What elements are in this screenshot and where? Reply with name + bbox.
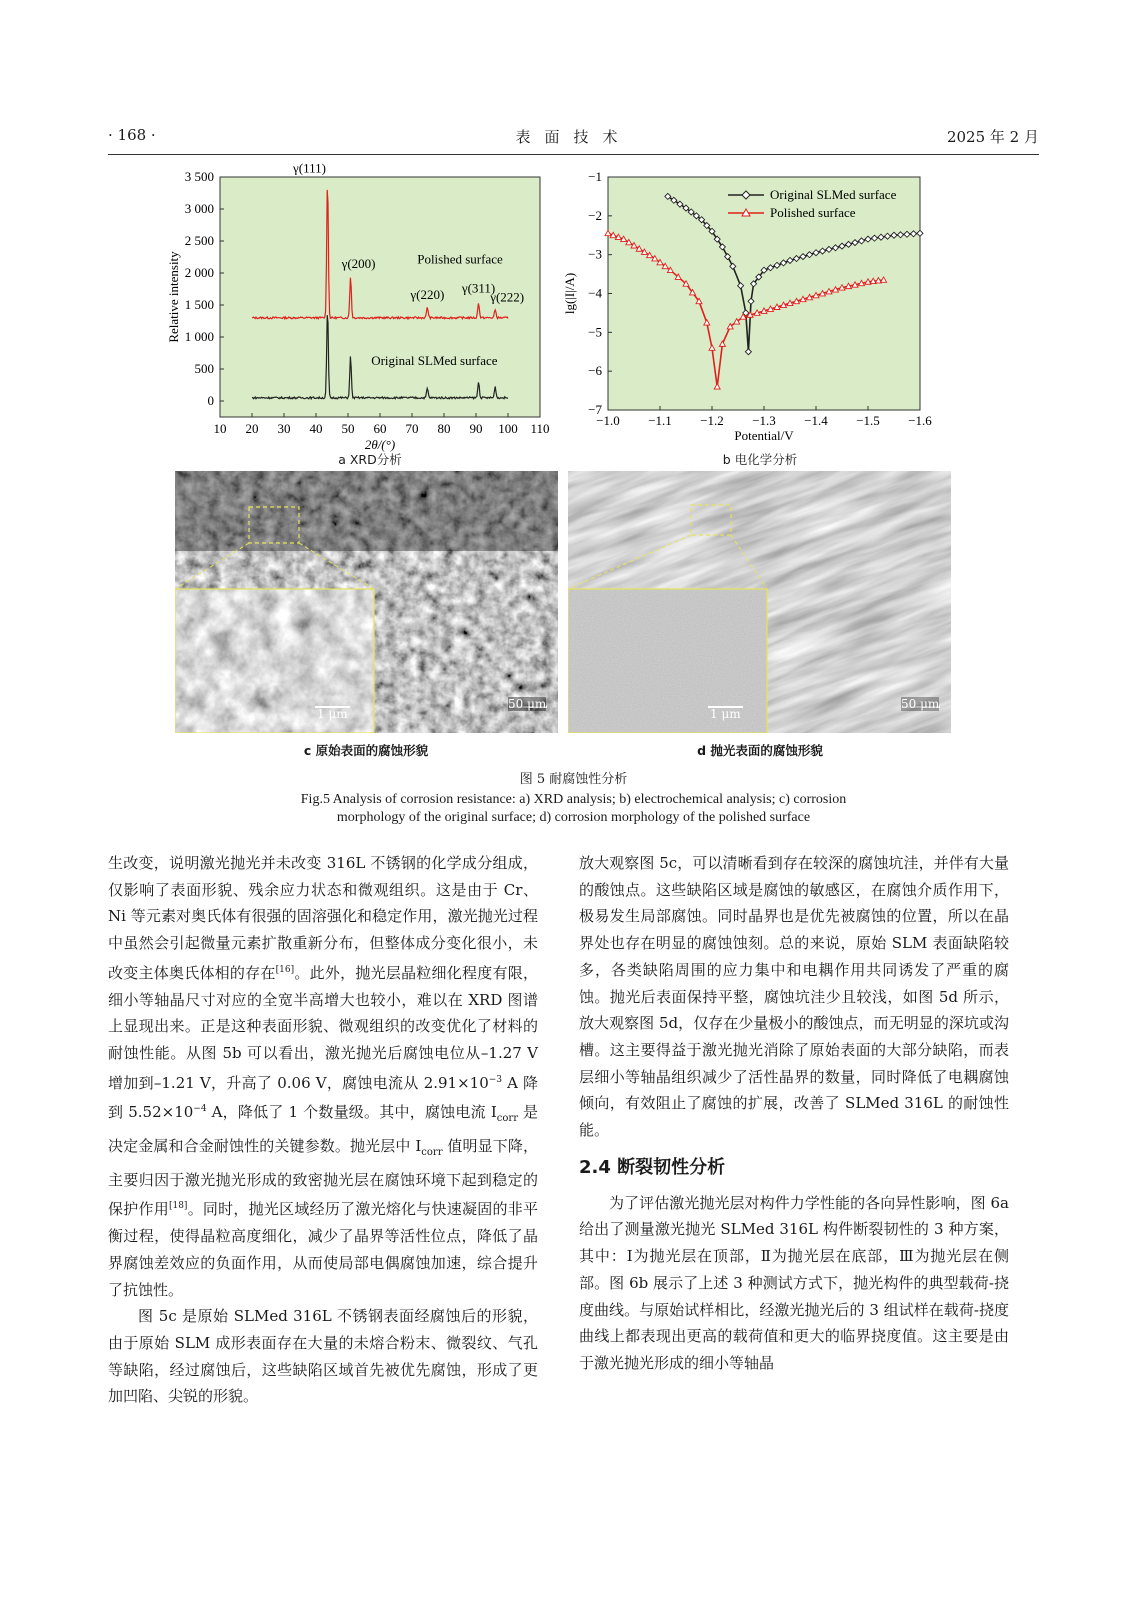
left-column	[108, 850, 538, 1410]
x-tick-label: −1.5	[856, 413, 880, 428]
figure-caption-en-2: morphology of the original surface; d) corrosion morphology of the polished surface	[336, 810, 811, 825]
x-tick-label: 90	[469, 421, 483, 436]
plot-area	[608, 177, 920, 410]
peak-label: γ(220)	[410, 286, 445, 302]
y-tick-label: −2	[588, 207, 602, 223]
sem-image-polished	[568, 471, 951, 733]
y-tick-label: 1 500	[184, 297, 214, 312]
x-tick-label: −1.2	[700, 413, 724, 428]
x-tick-label: 100	[498, 421, 518, 436]
scale-bar-main: 50 μm	[508, 697, 547, 711]
legend-label-original: Original SLMed surface	[770, 187, 897, 202]
x-tick-label: −1.4	[804, 413, 828, 428]
figure-caption-en-1: Fig.5 Analysis of corrosion resistance: a) XRD analysis; b) electrochemical analysis; c) corrosion	[300, 792, 847, 807]
y-tick-label: −6	[588, 363, 602, 379]
y-tick-label: 500	[194, 361, 214, 376]
peak-label: γ(222)	[490, 289, 525, 305]
y-tick-label: 2 500	[184, 233, 214, 248]
right-column	[579, 850, 1009, 1377]
scale-bar-main: 50 μm	[901, 697, 940, 711]
y-tick-label: −5	[588, 324, 602, 340]
x-tick-label: 40	[309, 421, 323, 436]
x-tick-label: −1.1	[648, 413, 672, 428]
x-tick-label: 80	[437, 421, 451, 436]
x-tick-label: 110	[530, 421, 550, 436]
polarization-chart	[560, 165, 950, 455]
y-tick-label: 0	[207, 393, 214, 408]
series-label-original: Original SLMed surface	[371, 353, 498, 369]
x-tick-label: 60	[373, 421, 387, 436]
series-label-polished: Polished surface	[417, 251, 503, 267]
figure-caption-cn: 图 5 耐腐蚀性分析	[519, 772, 628, 787]
page-header	[108, 124, 1039, 155]
sem-polished-texture	[568, 471, 951, 733]
y-axis-label: Relative intensity	[166, 251, 181, 343]
peak-label: γ(200)	[341, 256, 376, 272]
section-heading: 2.4 断裂韧性分析	[579, 1156, 726, 1178]
scale-bar-inset: 1 μm	[710, 707, 741, 721]
x-tick-label: 10	[213, 421, 227, 436]
y-axis-label: lg(|I|/A)	[562, 272, 577, 315]
y-tick-label: 3 500	[184, 169, 214, 184]
x-tick-label: 20	[245, 421, 259, 436]
x-tick-label: 70	[405, 421, 419, 436]
citation: [16]	[275, 964, 295, 975]
body-paragraph: 图 5c 是原始 SLMed 316L 不锈钢表面经腐蚀后的形貌，由于原始 SLM 成形表面存在大量的未熔合粉末、微裂纹、气孔等缺陷，经过腐蚀后，这些缺陷区域首先被优先腐蚀，形成了更加凹陷、尖锐的形貌。	[108, 1307, 538, 1406]
body-paragraph: 放大观察图 5c，可以清晰看到存在较深的腐蚀坑洼，并伴有大量的酸蚀点。这些缺陷区域是腐蚀的敏感区，在腐蚀介质作用下，极易发生局部腐蚀。同时晶界也是优先被腐蚀的位置，所以在晶界处也存在明显的腐蚀蚀刻。总的来说，原始 SLM 表面缺陷较多，各类缺陷周围的应力集中和电耦作用共同诱发了严重的腐蚀。抛光后表面保持平整，腐蚀坑洼少且较浅，如图 5d 所示，放大观察图 5d，仅存在少量极小的酸蚀点，而无明显的深坑或沟槽。这主要得益于激光抛光消除了原始表面的大部分缺陷，而表层细小等轴晶组织减少了活性晶界的数量，同时降低了电耦腐蚀倾向，有效阻止了腐蚀的扩展，改善了 SLMed 316L 的耐蚀性能。	[579, 854, 1009, 1140]
panel-b-caption: b 电化学分析	[722, 452, 798, 467]
panel-d-caption: d 抛光表面的腐蚀形貌	[697, 743, 823, 758]
y-tick-label: 3 000	[184, 201, 214, 216]
panel-c-caption: c 原始表面的腐蚀形貌	[303, 743, 429, 758]
y-tick-label: −1	[588, 169, 602, 184]
x-tick-label: 30	[277, 421, 291, 436]
citation: [18]	[168, 1201, 188, 1212]
journal-title: 表面技术	[515, 128, 632, 146]
x-axis-label: 2θ/(°)	[364, 437, 396, 452]
x-tick-label: 50	[341, 421, 355, 436]
page-number: · 168 ·	[108, 126, 156, 144]
x-tick-label: −1.3	[752, 413, 776, 428]
peak-label: γ(311)	[461, 280, 496, 296]
sem-original-texture	[175, 471, 558, 733]
y-tick-label: −7	[588, 402, 602, 417]
y-tick-label: 1 000	[184, 329, 214, 344]
body-paragraph: 为了评估激光抛光层对构件力学性能的各向异性影响，图 6a 给出了测量激光抛光 SLMed 316L 构件断裂韧性的 3 种方案，其中：Ⅰ为抛光层在顶部，Ⅱ为抛光层在底部，Ⅲ为抛光层在侧部。图 6b 展示了上述 3 种测试方式下，抛光构件的典型载荷-挠度曲线。与原始试样相比，经激光抛光后的 3 组试样在载荷-挠度曲线上都表现出更高的载荷值和更大的临界挠度值。这主要是由于激光抛光形成的细小等轴晶	[579, 1193, 1009, 1372]
x-axis-label: Potential/V	[734, 428, 794, 443]
body-paragraph: 生改变，说明激光抛光并未改变 316L 不锈钢的化学成分组成，仅影响了表面形貌、残余应力状态和微观组织。这是由于 Cr、Ni 等元素对奥氏体有很强的固溶强化和稳定作用，激光抛光过程中虽然会引起微量元素扩散重新分布，但整体成分变化很小，未改变主体奥氏体相的存在[16]。此外，抛光层晶粒细化程度有限，细小等轴晶尺寸对应的全宽半高增大也较小，难以在 XRD 图谱上显现出来。正是这种表面形貌、微观组织的改变优化了材料的耐蚀性能。从图 5b 可以看出，激光抛光后腐蚀电位从–1.27 V 增加到–1.21 V，升高了 0.06 V，腐蚀电流从 $2.91\times 10^{-3}$ A 降到 $5.52\times 10^{-4}$ A，降低了 1 个数量级。其中，腐蚀电流 $I_{corr}$ 是决定金属和合金耐蚀性的关键参数。抛光层中 $I_{corr}$ 值明显下降，主要归因于激光抛光形成的致密抛光层在腐蚀环境下起到稳定的保护作用[18]。同时，抛光区域经历了激光熔化与快速凝固的非平衡过程，使得晶粒高度细化，减少了晶界等活性位点，降低了晶界腐蚀差效应的负面作用，从而使局部电偶腐蚀加速，综合提升了抗蚀性。	[108, 854, 538, 1299]
y-tick-label: −4	[588, 285, 602, 301]
peak-label: γ(111)	[293, 160, 326, 176]
issue-date: 2025 年 2 月	[946, 128, 1039, 146]
x-tick-label: −1.6	[908, 413, 932, 428]
y-tick-label: −3	[588, 246, 602, 262]
x-tick-label: −1.0	[596, 413, 620, 428]
legend-label-polished: Polished surface	[770, 205, 856, 220]
sem-image-original	[175, 471, 558, 733]
xrd-chart	[160, 160, 550, 455]
scale-bar-inset: 1 μm	[317, 707, 348, 721]
y-tick-label: 2 000	[184, 265, 214, 280]
panel-a-caption: a XRD分析	[338, 452, 402, 467]
